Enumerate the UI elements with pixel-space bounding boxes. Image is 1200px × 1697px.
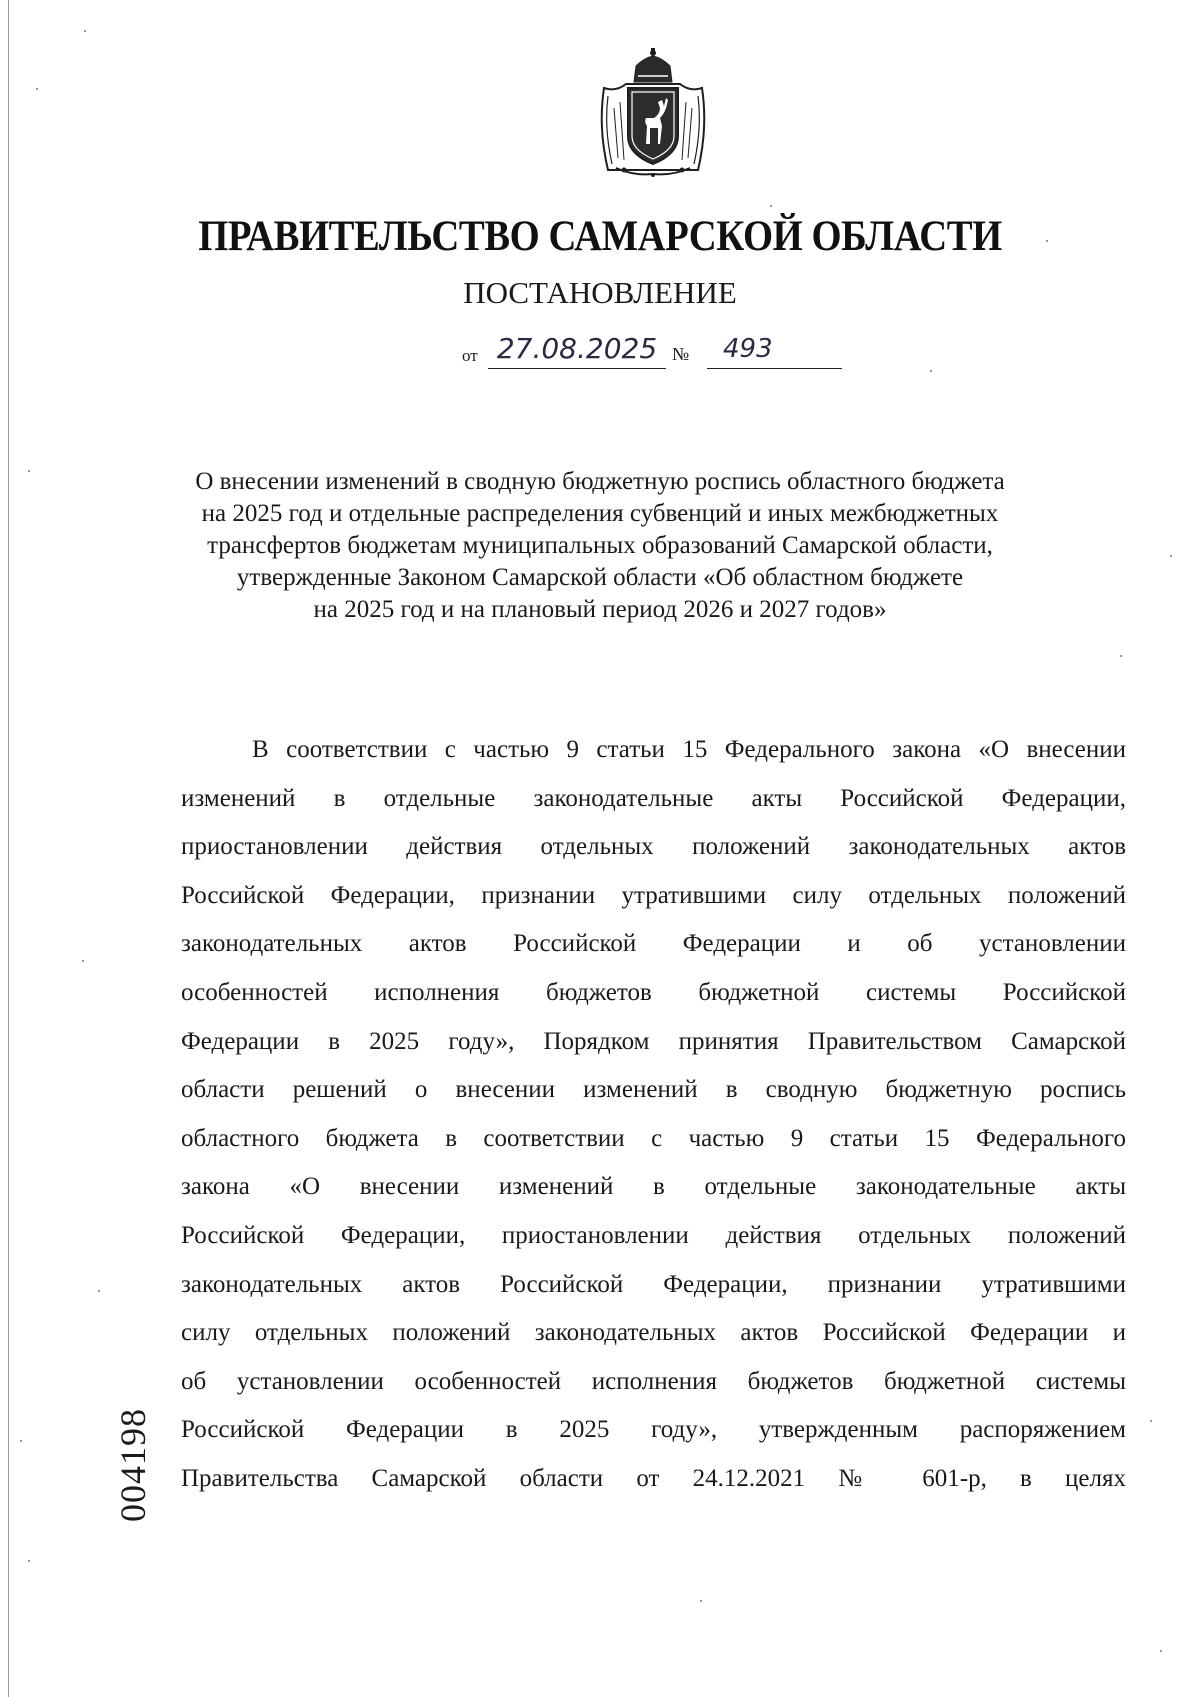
subject-line: на 2025 год и отдельные распределения субвенций и иных межбюджетных — [201, 500, 999, 527]
scan-speck — [28, 470, 30, 472]
body-line: областного бюджета в соответствии с частью 9 статьи 15 Федерального — [181, 1124, 1126, 1152]
body-line: области решений о внесении изменений в сводную бюджетную роспись — [181, 1076, 1126, 1104]
date-prefix-label: от — [462, 346, 478, 365]
body-line: силу отдельных положений законодательных актов Российской Федерации и — [181, 1319, 1126, 1347]
scan-speck — [36, 88, 38, 90]
handwritten-date: 27.08.2025 — [488, 330, 666, 369]
scan-speck — [28, 1560, 30, 1562]
organization-title: ПРАВИТЕЛЬСТВО САМАРСКОЙ ОБЛАСТИ — [198, 213, 1002, 260]
subject-line: на 2025 год и на плановый период 2026 и 2027 годов» — [313, 596, 887, 623]
scan-edge-line — [8, 0, 9, 1697]
body-line: Российской Федерации, признании утратившими силу отдельных положений — [181, 881, 1126, 909]
body-line: Федерации в 2025 году», Порядком принятия Правительством Самарской — [181, 1027, 1126, 1055]
scan-speck — [1046, 240, 1048, 242]
document-type-heading: ПОСТАНОВЛЕНИЕ — [463, 275, 737, 310]
subject-line: трансфертов бюджетам муниципальных образований Самарской области, — [207, 532, 993, 559]
body-line: Российской Федерации в 2025 году», утвержденным распоряжением — [181, 1416, 1126, 1444]
scan-speck — [84, 30, 86, 32]
scan-speck — [930, 370, 932, 372]
body-line: особенностей исполнения бюджетов бюджетной системы Российской — [181, 978, 1126, 1006]
subject-line: утвержденные Законом Самарской области «Об областном бюджете — [236, 564, 964, 591]
side-registration-stamp: 004198 — [113, 1408, 153, 1522]
scan-speck — [1150, 1420, 1152, 1422]
coat-of-arms-icon — [594, 48, 712, 180]
body-paragraph — [181, 726, 1126, 1504]
scan-speck — [1170, 555, 1172, 557]
body-line: об установлении особенностей исполнения бюджетов бюджетной системы — [181, 1367, 1126, 1395]
date-number-line — [462, 330, 862, 372]
body-line: законодательных актов Российской Федерации и об установлении — [181, 930, 1126, 958]
scan-speck — [20, 1440, 22, 1442]
handwritten-number: 493 — [707, 330, 842, 369]
body-line: В соответствии с частью 9 статьи 15 Федерального закона «О внесении — [252, 736, 1126, 763]
scan-speck — [1120, 655, 1122, 657]
scan-speck — [82, 960, 84, 962]
body-line: закона «О внесении изменений в отдельные законодательные акты — [181, 1173, 1126, 1201]
number-prefix-label: № — [672, 344, 690, 364]
scan-speck — [98, 1290, 100, 1292]
scan-speck — [1160, 1650, 1162, 1652]
body-line: Российской Федерации, приостановлении действия отдельных положений — [181, 1221, 1126, 1249]
body-line: законодательных актов Российской Федерации, признании утратившими — [181, 1270, 1126, 1298]
body-line: приостановлении действия отдельных положений законодательных актов — [181, 833, 1126, 861]
document-subject — [160, 466, 1040, 626]
subject-line: О внесении изменений в сводную бюджетную роспись областного бюджета — [195, 468, 1005, 495]
scan-speck — [770, 205, 772, 207]
body-line: Правительства Самарской области от 24.12.2021 № 601-р, в целях — [181, 1464, 1126, 1492]
scan-speck — [700, 1600, 702, 1602]
body-line: изменений в отдельные законодательные акты Российской Федерации, — [181, 784, 1126, 812]
